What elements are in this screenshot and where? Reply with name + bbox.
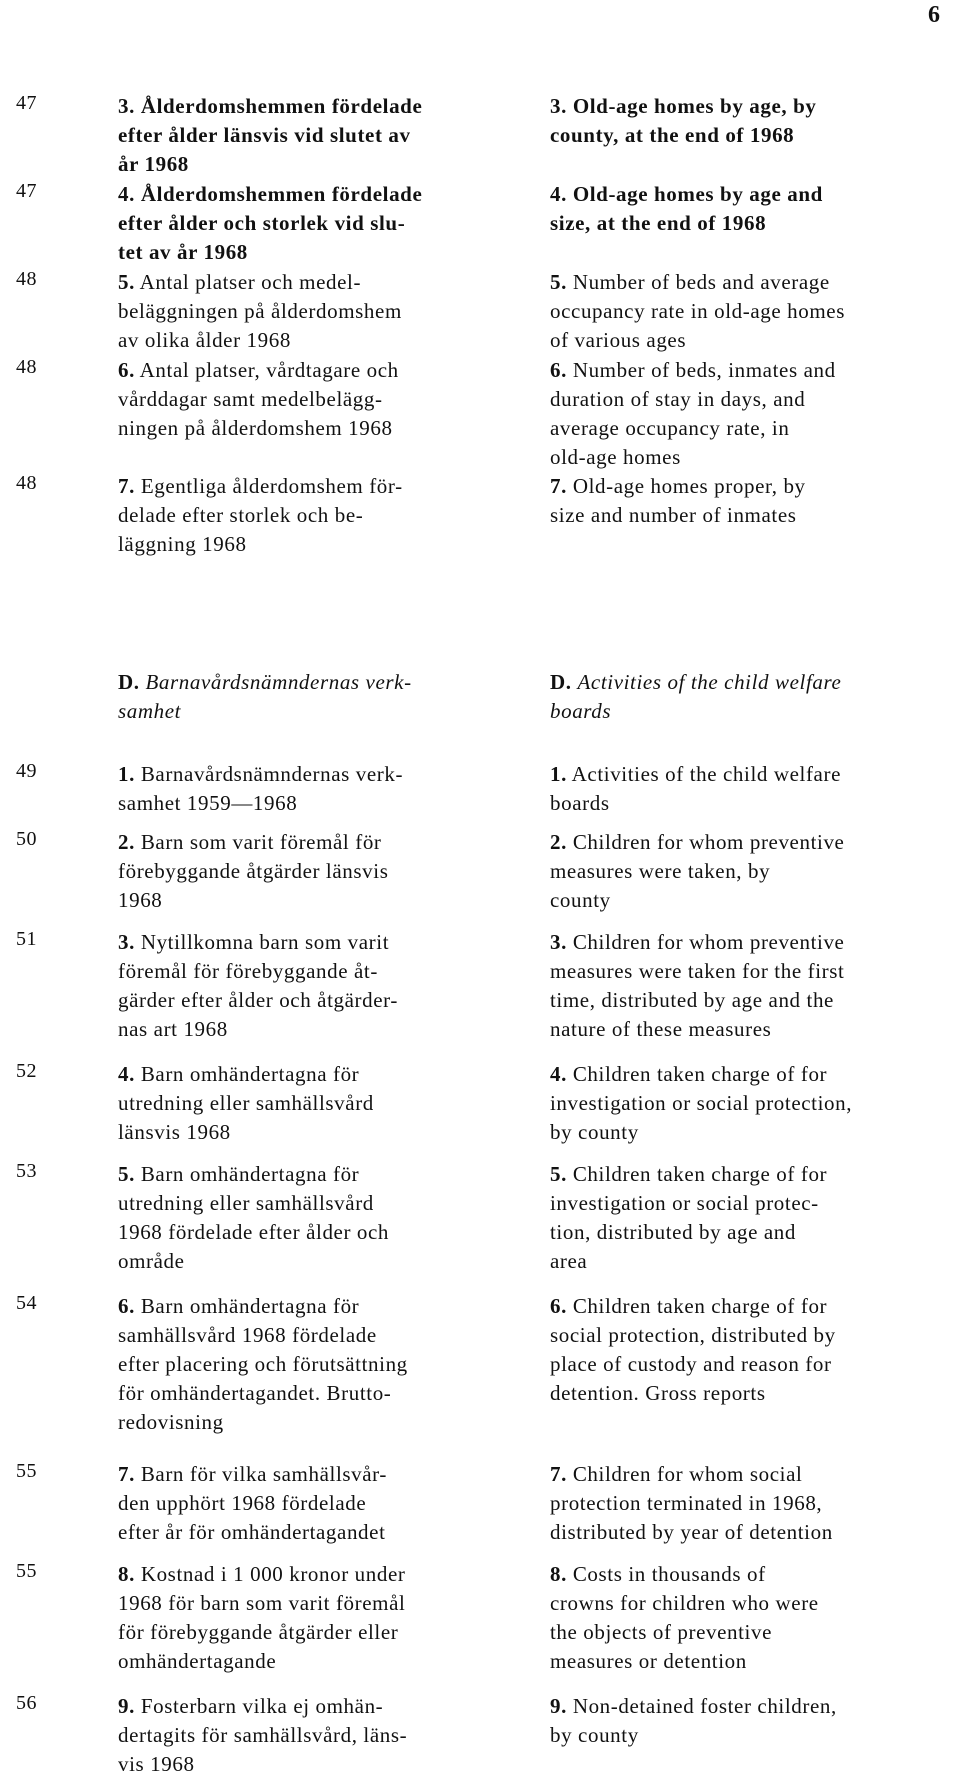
toc-page-number: 53 (16, 1160, 37, 1182)
toc-title-swedish: 3. Ålderdomshemmen fördelade efter ålder länsvis vid slutet av år 1968 (118, 94, 423, 176)
toc-title-english: 5. Number of beds and average occupancy rate in old-age homes of various ages (550, 270, 845, 352)
toc-page-number: 47 (16, 92, 37, 114)
toc-title-swedish: 2. Barn som varit föremål för förebyggande åtgärder länsvis 1968 (118, 830, 389, 912)
toc-title-swedish: 5. Barn omhändertagna för utredning eller samhällsvård 1968 fördelade efter ålder och område (118, 1162, 390, 1273)
toc-title-english: 3. Children for whom preventive measures were taken for the first time, distributed by age and the nature of these measures (550, 930, 845, 1041)
toc-title-swedish: 7. Barn för vilka samhällsvår- den upphört 1968 fördelade efter år för omhändertagandet (118, 1462, 387, 1544)
toc-title-swedish: 8. Kostnad i 1 000 kronor under 1968 för barn som varit föremål för förebyggande åtgärder eller omhändertagande (118, 1562, 406, 1673)
toc-title-english: 1. Activities of the child welfare boards (550, 762, 841, 815)
toc-page-number: 51 (16, 928, 37, 950)
toc-title-swedish: 6. Barn omhändertagna för samhällsvård 1968 fördelade efter placering och förutsättning för omhändertagandet. Brutto- redovisning (118, 1294, 408, 1434)
section-heading-swedish: D. Barnavårdsnämndernas verk- samhet (118, 670, 412, 723)
toc-title-swedish: 4. Ålderdomshemmen fördelade efter ålder och storlek vid slu- tet av år 1968 (118, 182, 423, 264)
toc-page-number: 48 (16, 472, 37, 494)
toc-page-number: 50 (16, 828, 37, 850)
toc-title-english: 4. Old-age homes by age and size, at the end of 1968 (550, 182, 823, 235)
toc-page-number: 52 (16, 1060, 37, 1082)
toc-page-number: 48 (16, 356, 37, 378)
toc-title-english: 6. Number of beds, inmates and duration of stay in days, and average occupancy rate, in old-age homes (550, 358, 836, 469)
toc-title-english: 3. Old-age homes by age, by county, at the end of 1968 (550, 94, 817, 147)
section-heading-english: D. Activities of the child welfare boards (550, 670, 842, 723)
toc-title-english: 7. Old-age homes proper, by size and number of inmates (550, 474, 806, 527)
toc-title-swedish: 9. Fosterbarn vilka ej omhän- dertagits för samhällsvård, läns- vis 1968 (118, 1694, 408, 1776)
toc-page-number: 55 (16, 1460, 37, 1482)
toc-page-number: 54 (16, 1292, 37, 1314)
toc-title-english: 6. Children taken charge of for social protection, distributed by place of custody and reason for detention. Gross reports (550, 1294, 836, 1405)
toc-page-number: 48 (16, 268, 37, 290)
toc-title-swedish: 7. Egentliga ålderdomshem för- delade efter storlek och be- läggning 1968 (118, 474, 403, 556)
toc-title-swedish: 4. Barn omhändertagna för utredning eller samhällsvård länsvis 1968 (118, 1062, 374, 1144)
toc-title-english: 8. Costs in thousands of crowns for children who were the objects of preventive measures or detention (550, 1562, 819, 1673)
toc-title-english: 4. Children taken charge of for investigation or social protection, by county (550, 1062, 853, 1144)
toc-title-english: 5. Children taken charge of for investigation or social protec- tion, distributed by age and area (550, 1162, 828, 1273)
toc-title-english: 7. Children for whom social protection terminated in 1968, distributed by year of detention (550, 1462, 833, 1544)
toc-title-swedish: 3. Nytillkomna barn som varit föremål för förebyggande åt- gärder efter ålder och åtgärder- nas art 1968 (118, 930, 398, 1041)
page-number: 6 (928, 2, 940, 28)
toc-title-swedish: 6. Antal platser, vårdtagare och vårddagar samt medelbelägg- ningen på ålderdomshem 1968 (118, 358, 399, 440)
toc-page-number: 55 (16, 1560, 37, 1582)
toc-title-english: 9. Non-detained foster children, by county (550, 1694, 837, 1747)
toc-title-english: 2. Children for whom preventive measures were taken, by county (550, 830, 845, 912)
toc-title-swedish: 5. Antal platser och medel- beläggningen på ålderdomshem av olika ålder 1968 (118, 270, 402, 352)
toc-page-number: 47 (16, 180, 37, 202)
toc-page-number: 49 (16, 760, 37, 782)
toc-title-swedish: 1. Barnavårdsnämndernas verk- samhet 1959—1968 (118, 762, 404, 815)
toc-page-number: 56 (16, 1692, 37, 1714)
